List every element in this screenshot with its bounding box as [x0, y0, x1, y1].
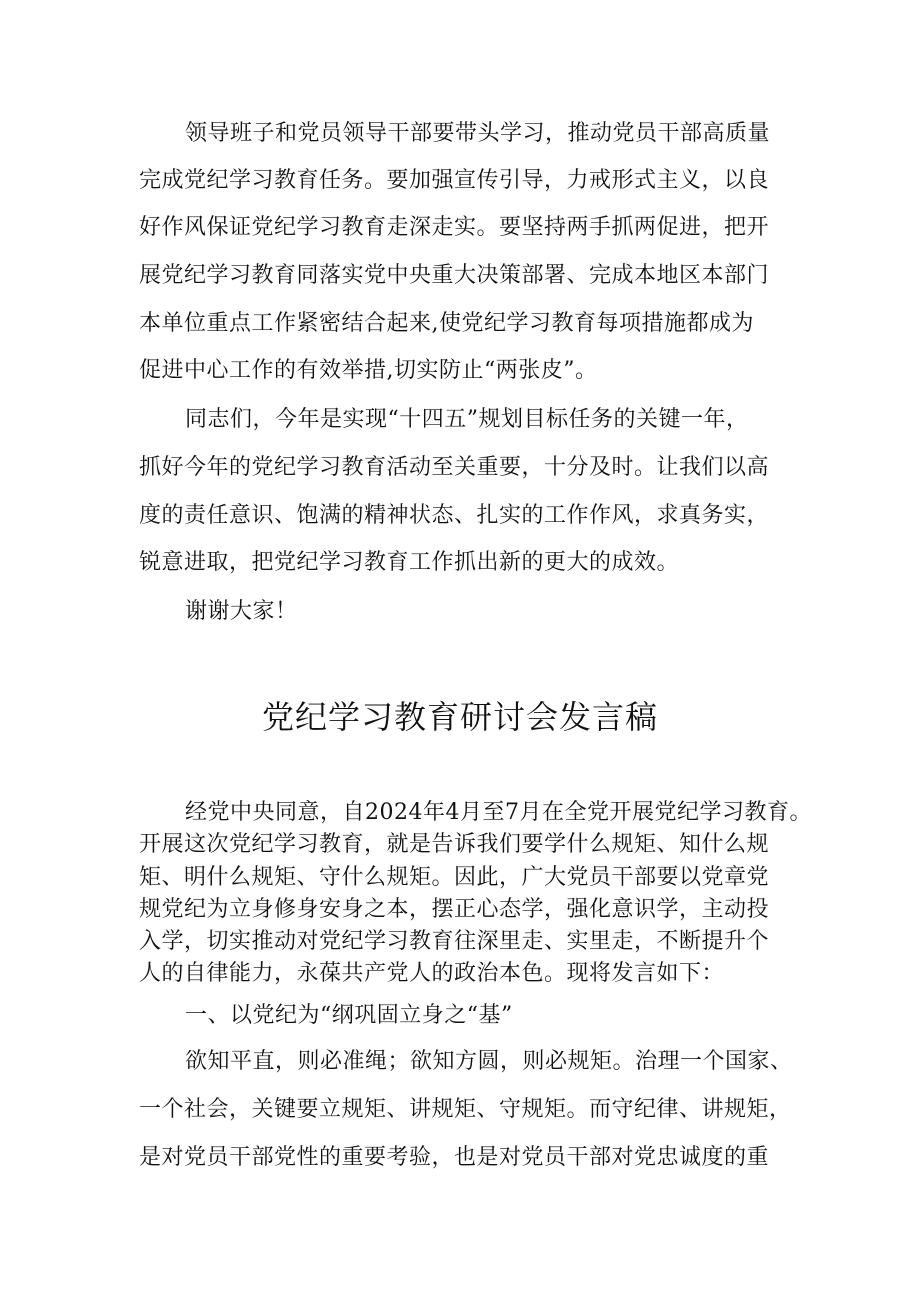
paragraph-line: 经党中央同意，自2024年4月至7月在全党开展党纪学习教育。 [185, 800, 812, 825]
paragraph-line: 谢谢大家！ [185, 599, 298, 624]
section-heading: 一、以党纪为“纲巩固立身之“基” [185, 1003, 513, 1028]
paragraph-line: 好作风保证党纪学习教育走深走实。要坚持两手抓两促进，把开 [139, 215, 770, 240]
paragraph-line: 度的责任意识、饱满的精神状态、扎实的工作作风，求真务实， [139, 503, 770, 528]
paragraph-line: 入学，切实推动对党纪学习教育往深里走、实里走，不断提升个 [139, 929, 770, 954]
paragraph-line: 完成党纪学习教育任务。要加强宣传引导，力戒形式主义，以良 [139, 168, 770, 193]
paragraph-line: 本单位重点工作紧密结合起来,使党纪学习教育每项措施都成为 [139, 311, 754, 336]
paragraph-line: 抓好今年的党纪学习教育活动至关重要，十分及时。让我们以高 [139, 455, 770, 480]
paragraph-line: 展党纪学习教育同落实党中央重大决策部署、完成本地区本部门 [139, 263, 770, 288]
paragraph-line: 人的自律能力，永葆共产党人的政治本色。现将发言如下： [139, 961, 725, 986]
paragraph-line: 欲知平直，则必准绳；欲知方圆，则必规矩。治理一个国家、 [185, 1049, 793, 1074]
paragraph-line: 促进中心工作的有效举措,切实防止“两张皮”。 [139, 358, 598, 383]
document-title: 党纪学习教育研讨会发言稿 [261, 698, 658, 736]
paragraph-line: 领导班子和党员领导干部要带头学习，推动党员干部高质量 [185, 121, 771, 146]
paragraph-line: 开展这次党纪学习教育，就是告诉我们要学什么规矩、知什么规 [139, 832, 770, 857]
paragraph-line: 一个社会，关键要立规矩、讲规矩、守规矩。而守纪律、讲规矩， [139, 1097, 792, 1122]
paragraph-line: 锐意进取，把党纪学习教育工作抓出新的更大的成效。 [139, 550, 680, 575]
paragraph-line: 规党纪为立身修身安身之本，摆正心态学，强化意识学，主动投 [139, 897, 770, 922]
paragraph-line: 是对党员干部党性的重要考验，也是对党员干部对党忠诚度的重 [139, 1145, 770, 1170]
paragraph-line: 矩、明什么规矩、守什么规矩。因此，广大党员干部要以党章党 [139, 865, 770, 890]
paragraph-line: 同志们，今年是实现“十四五”规划目标任务的关键一年， [185, 407, 749, 432]
